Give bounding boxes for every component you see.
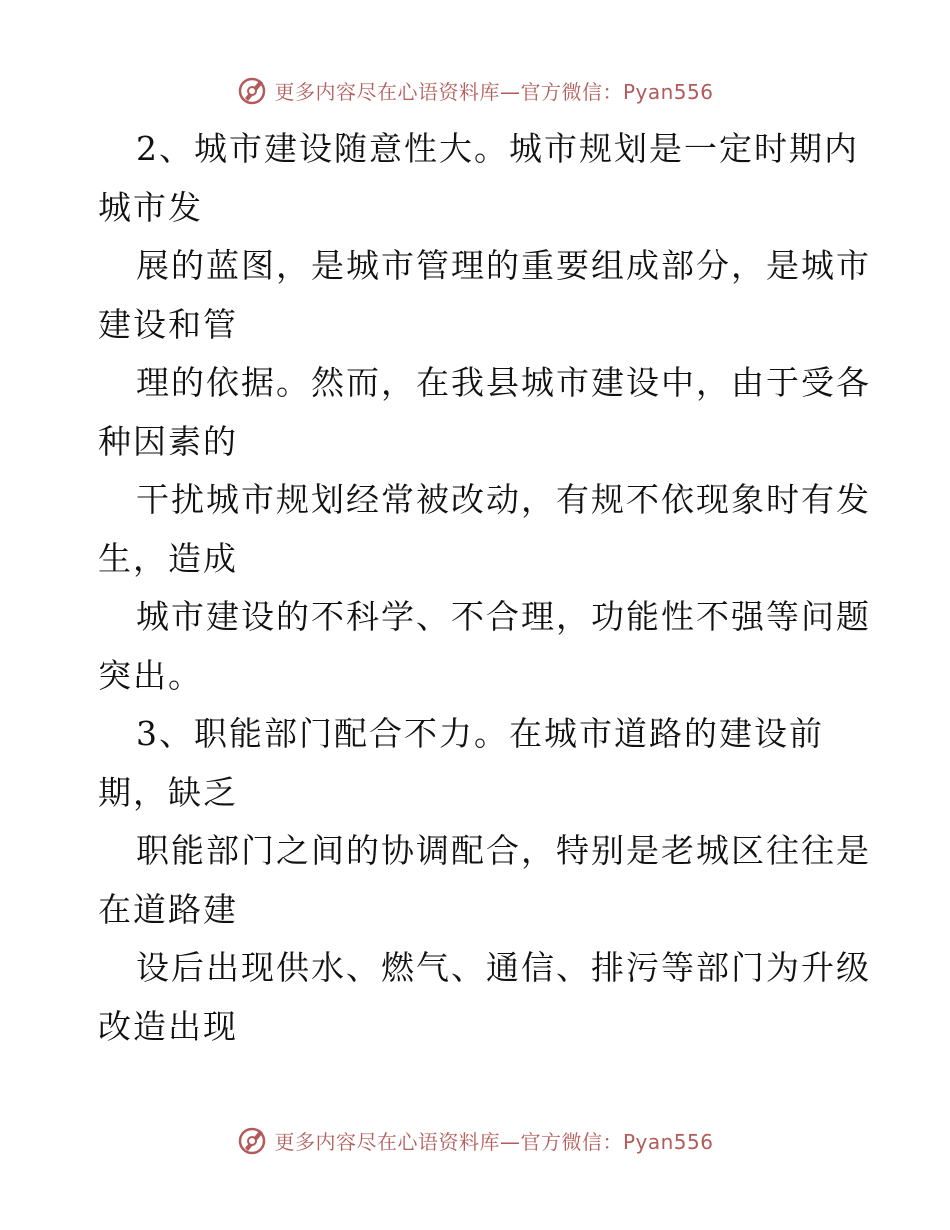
paragraph-line: 城市发 <box>98 187 203 227</box>
paragraph-line: 生，造成 <box>98 538 238 578</box>
paragraph-line: 建设和管 <box>98 304 238 344</box>
paragraph-line: 期，缺乏 <box>98 772 238 812</box>
paragraph-line: 改造出现 <box>98 1006 238 1046</box>
quill-seal-icon <box>236 1124 268 1156</box>
header-banner <box>0 70 950 110</box>
paragraph-line: 种因素的 <box>98 421 238 461</box>
footer-banner-text: 更多内容尽在心语资料库—官方微信：Pyan556 <box>274 1129 714 1154</box>
header-banner-text: 更多内容尽在心语资料库—官方微信：Pyan556 <box>274 79 714 104</box>
paragraph-line: 3、职能部门配合不力。在城市道路的建设前 <box>136 714 824 753</box>
paragraph-line: 职能部门之间的协调配合，特别是老城区往往是 <box>136 831 871 870</box>
paragraph-line: 城市建设的不科学、不合理，功能性不强等问题 <box>136 597 871 636</box>
quill-seal-icon <box>236 74 268 106</box>
paragraph-line: 展的蓝图，是城市管理的重要组成部分，是城市 <box>136 246 871 285</box>
paragraph-line: 理的依据。然而，在我县城市建设中，由于受各 <box>136 363 871 402</box>
paragraph-line: 突出。 <box>98 655 203 695</box>
footer-banner <box>0 1120 950 1160</box>
paragraph-line: 干扰城市规划经常被改动，有规不依现象时有发 <box>136 480 871 519</box>
document-body <box>98 120 871 1056</box>
paragraph-line: 在道路建 <box>98 889 238 929</box>
paragraph-line: 2、城市建设随意性大。城市规划是一定时期内 <box>136 129 859 168</box>
paragraph-line: 设后出现供水、燃气、通信、排污等部门为升级 <box>136 948 871 987</box>
